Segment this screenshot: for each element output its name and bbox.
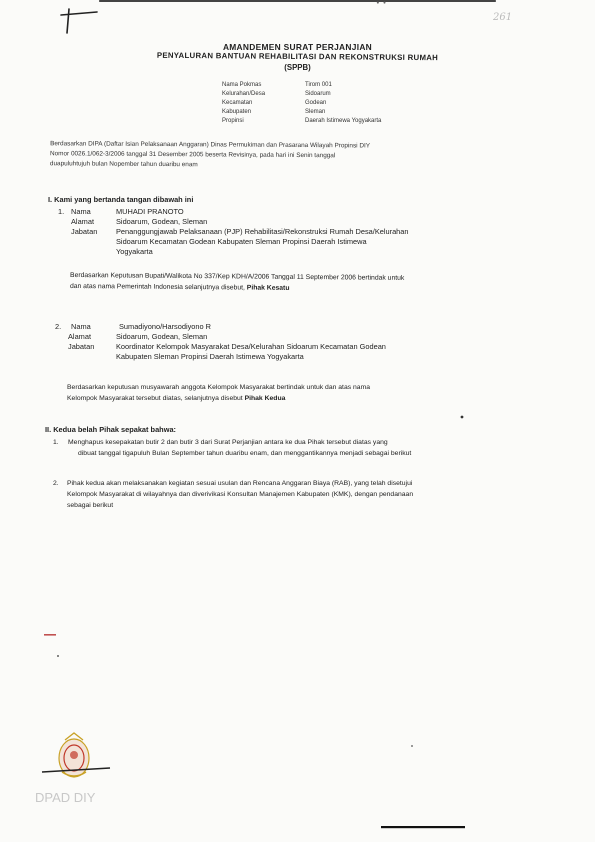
position-label: Jabatan	[68, 342, 95, 351]
item-line: Menghapus kesepakatan butir 2 dan butir 3 dari Surat Perjanjian antara ke dua Pihak tersebut diatas yang	[68, 439, 388, 446]
item-line: sebagai berikut	[67, 502, 114, 509]
position-line: Penanggungjawab Pelaksanaan (PJP) Rehabilitasi/Rekonstruksi Rumah Desa/Kelurahan	[116, 227, 409, 236]
party-2-address: Sidoarum, Godean, Sleman	[116, 332, 208, 341]
party-number: 1.	[58, 207, 65, 216]
info-value: Daerah Istimewa Yogyakarta	[305, 118, 382, 124]
info-value: Godean	[305, 100, 327, 106]
position-line: Kabupaten Sleman Propinsi Daerah Istimewa Yogyakarta	[116, 352, 304, 361]
handwritten-page-number: 261	[493, 12, 513, 23]
intro-line: duapuluhtujuh bulan Nopember tahun duaribu enam	[49, 160, 198, 169]
document-title: AMANDEMEN SURAT PERJANJIAN	[222, 42, 373, 52]
info-key: Kabupaten	[222, 109, 252, 115]
item-number: 2.	[53, 480, 59, 487]
info-value: Tirom 001	[305, 82, 332, 88]
party-2-name: Sumadiyono/Harsodiyono R	[119, 322, 212, 331]
info-value: Sleman	[305, 109, 326, 115]
section-2-heading: II. Kedua belah Pihak sepakat bahwa:	[45, 425, 177, 434]
basis-line: dan atas nama Pemerintah Indonesia selanjutnya disebut, Pihak Kesatu	[69, 282, 290, 292]
info-value: Sidoarum	[305, 91, 331, 97]
info-key: Kelurahan/Desa	[222, 91, 266, 97]
party-role: Pihak Kesatu	[246, 284, 290, 292]
item-number: 1.	[53, 439, 59, 446]
basis-line: Kelompok Masyarakat tersebut diatas, selanjutnya disebut Pihak Kedua	[67, 395, 286, 402]
position-label: Jabatan	[71, 227, 98, 236]
party-number: 2.	[55, 322, 62, 331]
intro-line: Berdasarkan DIPA (Daftar Isian Pelaksanaan Anggaran) Dinas Permukiman dan Prasarana Wilayah Propinsi DIY	[50, 140, 371, 150]
address-label: Alamat	[68, 332, 92, 341]
position-line: Yogyakarta	[116, 247, 153, 256]
name-label: Nama	[71, 322, 91, 331]
basis-line: Berdasarkan keputusan musyawarah anggota Kelompok Masyarakat bertindak untuk dan atas nama	[67, 384, 371, 391]
item-line: Kelompok Masyarakat di wilayahnya dan diverivikasi Konsultan Manajemen Kabupaten (KMK), dengan pendanaan	[67, 491, 414, 498]
document-subtitle: PENYALURAN BANTUAN REHABILITASI DAN REKONSTRUKSI RUMAH	[156, 50, 439, 63]
item-line: dibuat tanggal tigapuluh Bulan September tahun duaribu enam, dan menggantikannya menjadi sebagai berikut	[78, 450, 412, 457]
dpad-seal-logo	[40, 728, 112, 790]
name-label: Nama	[71, 207, 91, 216]
info-key: Nama Pokmas	[222, 82, 262, 88]
position-line: Sidoarum Kecamatan Godean Kabupaten Sleman Propinsi Daerah Istimewa	[116, 237, 367, 246]
party-role: Pihak Kedua	[244, 395, 286, 402]
info-key: Propinsi	[222, 118, 244, 124]
intro-line: Nomor 0026.1/062-3/2006 tanggal 31 Desember 2005 beserta Revisinya, pada hari ini Senin tanggal	[49, 150, 336, 160]
party-1-name: MUHADI PRANOTO	[116, 207, 184, 216]
section-1-heading: I. Kami yang bertanda tangan dibawah ini	[48, 195, 194, 204]
basis-line: Berdasarkan Keputusan Bupati/Walikota No 337/Kep KDH/A/2006 Tanggal 11 September 2006 bertindak untuk	[70, 271, 405, 282]
item-line: Pihak kedua akan melaksanakan kegiatan sesuai usulan dan Rencana Anggaran Biaya (RAB), yang telah disetujui	[67, 480, 413, 487]
position-line: Koordinator Kelompok Masyarakat Desa/Kelurahan Sidoarum Kecamatan Godean	[116, 342, 386, 351]
document-abbreviation: (SPPB)	[284, 63, 311, 72]
address-label: Alamat	[71, 217, 95, 226]
watermark-text: DPAD DIY	[35, 790, 96, 805]
party-1-address: Sidoarum, Godean, Sleman	[116, 217, 208, 226]
info-key: Kecamatan	[222, 100, 253, 106]
